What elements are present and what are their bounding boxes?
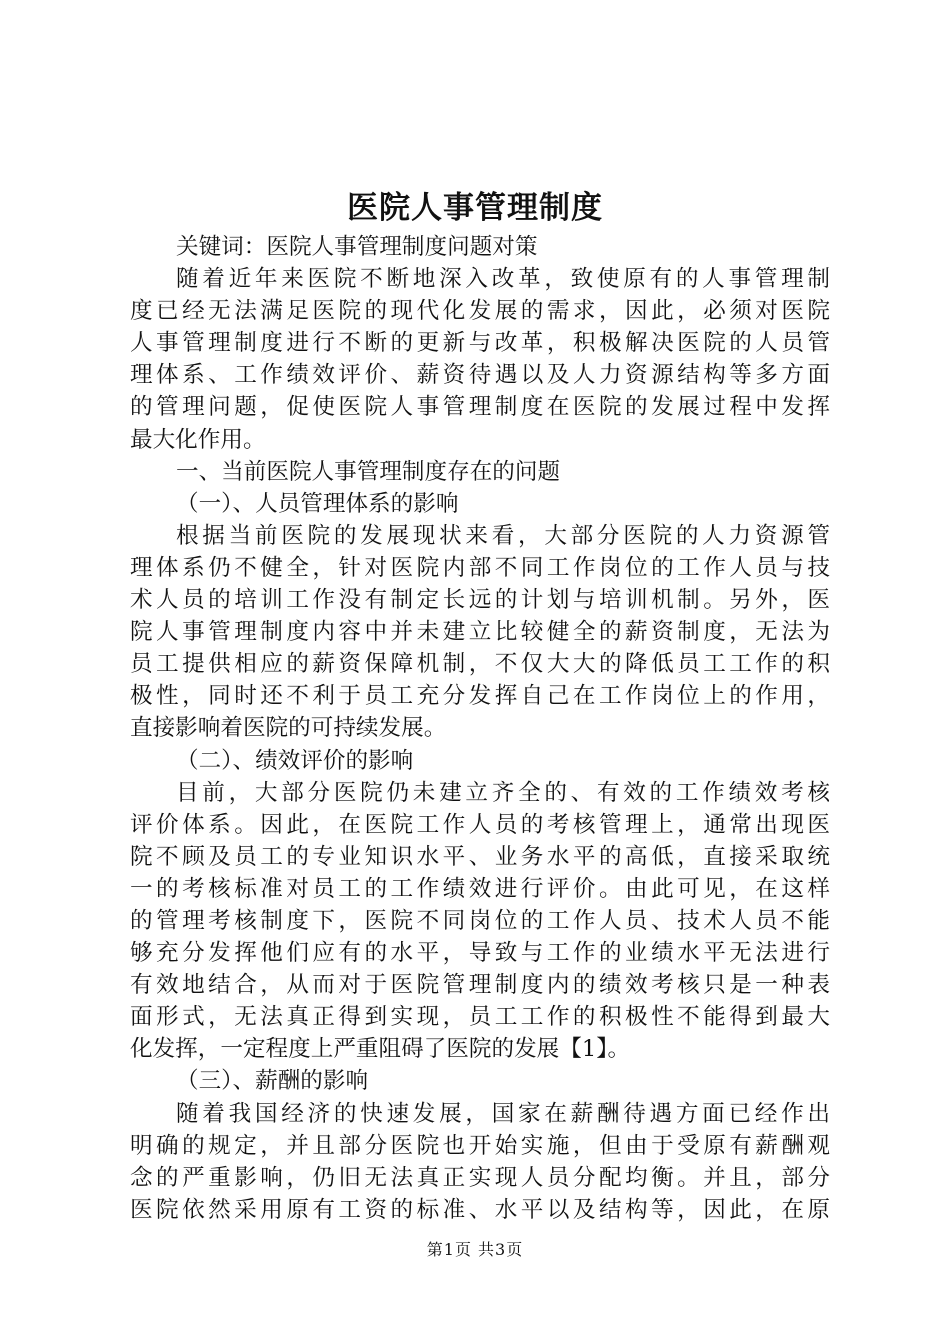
text-line: 理体系、工作绩效评价、薪资待遇以及人力资源结构等多方面	[130, 362, 830, 389]
text-line: 的管理问题，促使医院人事管理制度在医院的发展过程中发挥	[130, 394, 830, 421]
text-line: 随着近年来医院不断地深入改革，致使原有的人事管理制	[176, 266, 830, 293]
text-line: 够充分发挥他们应有的水平，导致与工作的业绩水平无法进行	[130, 940, 830, 967]
text-line: 化发挥，一定程度上严重阻碍了医院的发展【1】。	[130, 1036, 631, 1063]
text-line: 理体系仍不健全，针对医院内部不同工作岗位的工作人员与技	[130, 554, 830, 581]
text-line: （一）、人员管理体系的影响	[176, 490, 459, 517]
text-line: 人事管理制度进行不断的更新与改革，积极解决医院的人员管	[130, 330, 830, 357]
text-line: 度已经无法满足医院的现代化发展的需求，因此，必须对医院	[130, 298, 830, 325]
text-line: 院不顾及员工的专业知识水平、业务水平的高低，直接采取统	[130, 843, 830, 870]
text-line: （三）、薪酬的影响	[176, 1068, 369, 1095]
document-title: 医院人事管理制度	[347, 190, 603, 226]
text-line: 最大化作用。	[130, 426, 266, 453]
text-line: 医院依然采用原有工资的标准、水平以及结构等，因此，在原	[130, 1196, 830, 1223]
page-number-footer: 第1页 共3页	[426, 1240, 524, 1259]
text-line: 直接影响着医院的可持续发展。	[130, 715, 447, 742]
text-line: 一、当前医院人事管理制度存在的问题	[176, 458, 561, 485]
text-line: 院人事管理制度内容中并未建立比较健全的薪资制度，无法为	[130, 619, 830, 646]
text-line: 明确的规定，并且部分医院也开始实施，但由于受原有薪酬观	[130, 1132, 830, 1159]
text-line: 极性，同时还不利于员工充分发挥自己在工作岗位上的作用，	[130, 683, 830, 710]
text-line: 术人员的培训工作没有制定长远的计划与培训机制。另外，医	[130, 587, 830, 614]
text-line: （二）、绩效评价的影响	[176, 747, 414, 774]
text-line: 员工提供相应的薪资保障机制，不仅大大的降低员工工作的积	[130, 651, 830, 678]
document-body	[130, 231, 830, 1226]
text-line: 根据当前医院的发展现状来看，大部分医院的人力资源管	[176, 522, 830, 549]
text-line: 关键词：医院人事管理制度问题对策	[176, 234, 538, 260]
text-line: 的管理考核制度下，医院不同岗位的工作人员、技术人员不能	[130, 907, 830, 934]
text-line: 念的严重影响，仍旧无法真正实现人员分配均衡。并且，部分	[130, 1164, 830, 1191]
text-line: 有效地结合，从而对于医院管理制度内的绩效考核只是一种表	[130, 972, 830, 999]
text-line: 评价体系。因此，在医院工作人员的考核管理上，通常出现医	[130, 811, 830, 838]
text-line: 目前，大部分医院仍未建立齐全的、有效的工作绩效考核	[176, 779, 830, 806]
text-line: 一的考核标准对员工的工作绩效进行评价。由此可见，在这样	[130, 875, 830, 902]
text-line: 面形式，无法真正得到实现，员工工作的积极性不能得到最大	[130, 1004, 830, 1031]
text-line: 随着我国经济的快速发展，国家在薪酬待遇方面已经作出	[176, 1100, 830, 1127]
